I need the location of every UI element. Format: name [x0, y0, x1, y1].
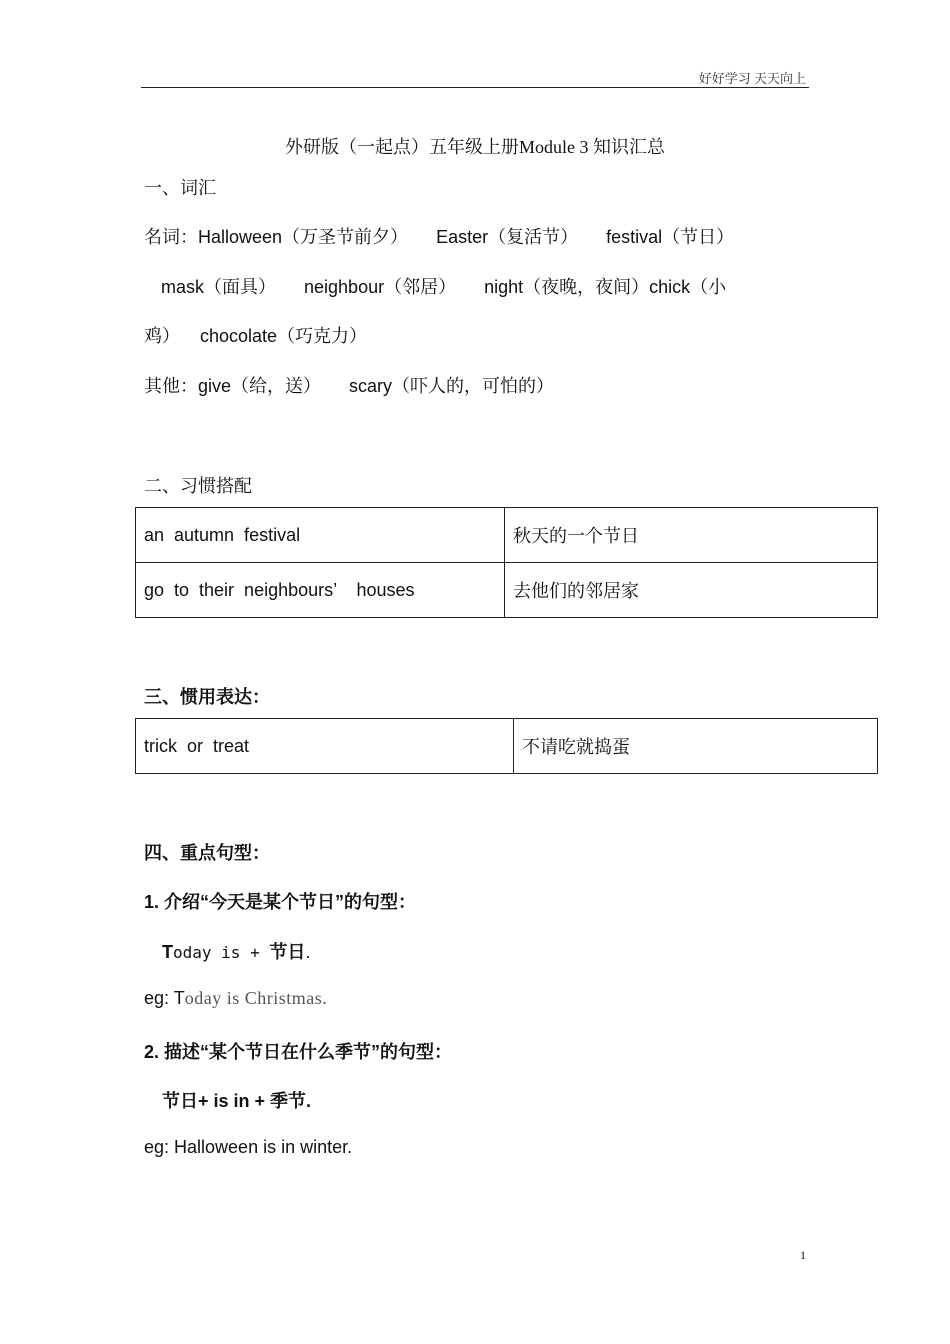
vocab-item: chick（小: [649, 277, 727, 297]
nouns-line-2: [161, 273, 726, 299]
collocations-heading: 二、习惯搭配: [144, 476, 252, 496]
vocab-item: 鸡）: [144, 326, 180, 346]
nouns-line-1: [144, 223, 734, 249]
table-row: [136, 563, 878, 618]
vocab-item: scary（吓人的，可怕的）: [349, 376, 555, 396]
pattern-1-formula: [162, 938, 310, 964]
example-text: oday is Christmas.: [184, 988, 328, 1008]
pattern-1-title: 1. 介绍“今天是某个节日”的句型：: [144, 892, 417, 912]
vocab-item: Halloween（万圣节前夕）: [198, 227, 409, 247]
pattern-2-title: 2. 描述“某个节日在什么季节”的句型：: [144, 1042, 453, 1062]
header-rule: [141, 87, 809, 88]
table-cell-en: trick or treat: [136, 719, 514, 774]
table-cell-en: go to their neighbours’ houses: [136, 563, 505, 618]
table-row: [136, 719, 878, 774]
formula-festival: 节日: [269, 942, 306, 962]
table-cell-zh: 秋天的一个节日: [505, 508, 878, 563]
page-header: 好好学习 天天向上: [698, 71, 806, 86]
vocab-item: festival（节日）: [606, 227, 735, 247]
formula-initial: T: [162, 942, 173, 962]
vocab-item: night（夜晚，夜间）: [484, 277, 650, 297]
vocab-item: mask（面具）: [161, 277, 277, 297]
table-row: [136, 508, 878, 563]
nouns-prefix: 名词：: [144, 227, 198, 247]
pattern-1-example: [144, 988, 327, 1009]
vocab-heading: 一、词汇: [144, 178, 216, 198]
others-prefix: 其他：: [144, 376, 198, 396]
expressions-table: [135, 718, 878, 774]
formula-period: .: [305, 942, 311, 962]
pattern-2-example: eg: Halloween is in winter.: [144, 1137, 353, 1157]
vocab-item: neighbour（邻居）: [304, 277, 457, 297]
nouns-line-3: [144, 322, 367, 348]
patterns-heading: 四、重点句型：: [144, 843, 270, 863]
formula-text: oday is +: [173, 943, 270, 962]
pattern-2-formula: 节日+ is in + 季节.: [162, 1091, 312, 1111]
others-line: [144, 372, 554, 398]
vocab-item: chocolate（巧克力）: [200, 326, 368, 346]
example-prefix: eg: T: [144, 988, 185, 1008]
table-cell-en: an autumn festival: [136, 508, 505, 563]
table-cell-zh: 不请吃就捣蛋: [514, 719, 878, 774]
page-number: 1: [800, 1248, 806, 1262]
table-cell-zh: 去他们的邻居家: [505, 563, 878, 618]
collocations-table: [135, 507, 878, 618]
vocab-item: give（给，送）: [198, 376, 322, 396]
expressions-heading: 三、惯用表达：: [144, 687, 270, 707]
vocab-item: Easter（复活节）: [436, 227, 579, 247]
document-title: 外研版（一起点）五年级上册Module 3 知识汇总: [285, 137, 665, 157]
